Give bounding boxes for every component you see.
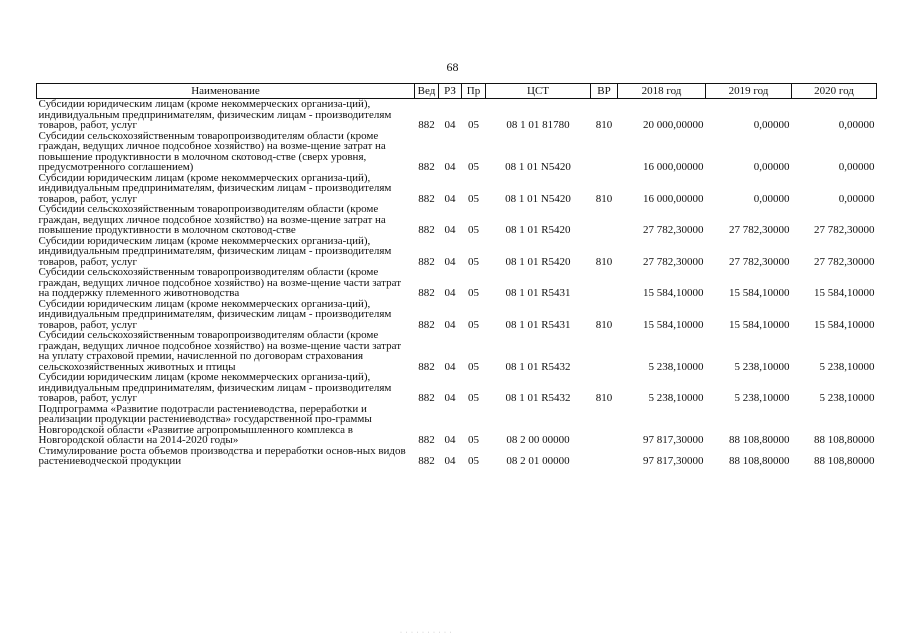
row-2018: 97 817,30000	[643, 434, 704, 446]
row-ved: 882	[418, 224, 435, 236]
row-2019: 27 782,30000	[729, 255, 790, 268]
budget-table	[36, 83, 877, 467]
row-name: Субсидии сельскохозяйственным товаропроизводителям области (кроме граждан, ведущих личное подсобное хозяйство) на возме-щение части затрат на уплату страховой премии, начисленной по договорам страхования сельскохозяйственных животных и птицы	[38, 329, 402, 373]
row-pr: 05	[468, 161, 479, 173]
row-rz: 04	[444, 392, 456, 404]
row-name: Подпрограмма «Развитие подотрасли растениеводства, переработки и реализации продукции растениеводства» государственной про-граммы Новгородской области «Развитие агропромышленного комплекса в Новгородской области на 2014-2020 годы»	[38, 402, 372, 446]
table-row	[37, 446, 877, 467]
row-2018: 5 238,10000	[648, 360, 704, 373]
row-rz: 04	[444, 255, 456, 268]
row-name: Субсидии юридическим лицам (кроме некоммерческих организа-ций), индивидуальным предпринимателям, физическим лицам - производителям товаров, работ, услуг	[38, 371, 392, 404]
row-vr	[591, 446, 618, 467]
table-row	[37, 372, 877, 404]
header-vr: ВР	[591, 84, 618, 99]
row-cst: 08 1 01 R5420	[505, 255, 571, 268]
row-cst: 08 1 01 R5431	[505, 287, 571, 299]
header-2020: 2020 год	[792, 84, 877, 99]
page-number: 68	[446, 60, 459, 74]
row-name: Субсидии юридическим лицам (кроме некоммерческих организа-ций), индивидуальным предпринимателям, физическим лицам - производителям товаров, работ, услуг	[38, 98, 392, 131]
row-ved: 882	[418, 318, 435, 331]
row-vr	[591, 131, 618, 173]
row-rz: 04	[444, 192, 456, 205]
row-ved: 882	[418, 192, 435, 205]
row-pr: 05	[468, 392, 479, 404]
row-2020: 0,00000	[838, 119, 875, 131]
row-2019: 15 584,10000	[729, 318, 790, 331]
row-vr: 810	[595, 119, 613, 131]
row-2018: 5 238,10000	[648, 392, 704, 404]
row-2019: 88 108,80000	[729, 455, 790, 467]
row-2018: 27 782,30000	[643, 224, 704, 236]
row-name: Субсидии сельскохозяйственным товаропроизводителям области (кроме граждан, ведущих личное подсобное хозяйство) на возме-щение затрат на повышение продуктивности в молочном скотовод-стве (сверх уровня, предусмотренного соглашением)	[38, 129, 386, 173]
row-rz: 04	[444, 119, 456, 131]
row-rz: 04	[444, 287, 456, 299]
row-cst: 08 2 00 00000	[506, 434, 570, 446]
table-row	[37, 267, 877, 299]
table-row	[37, 404, 877, 446]
row-rz: 04	[444, 455, 456, 467]
row-2020: 15 584,10000	[814, 287, 875, 299]
table-row	[37, 99, 877, 131]
table-header-row	[37, 84, 877, 99]
row-2019: 0,00000	[753, 161, 790, 173]
row-vr	[591, 404, 618, 446]
table-row	[37, 173, 877, 205]
row-vr: 810	[595, 318, 613, 331]
table-row	[37, 330, 877, 372]
table-row	[37, 204, 877, 236]
row-cst: 08 1 01 R5431	[505, 318, 571, 331]
table-body	[37, 99, 877, 467]
header-pr: Пр	[462, 84, 486, 99]
row-2020: 0,00000	[838, 192, 875, 205]
row-rz: 04	[444, 318, 456, 331]
row-2020: 5 238,10000	[819, 392, 875, 404]
row-name: Субсидии юридическим лицам (кроме некоммерческих организа-ций), индивидуальным предпринимателям, физическим лицам - производителям товаров, работ, услуг	[38, 234, 392, 268]
row-pr: 05	[468, 434, 479, 446]
row-rz: 04	[444, 434, 456, 446]
row-2019: 0,00000	[753, 119, 790, 131]
row-vr: 810	[595, 392, 613, 404]
header-2019: 2019 год	[706, 84, 792, 99]
row-2019: 0,00000	[753, 192, 790, 205]
row-name: Субсидии сельскохозяйственным товаропроизводителям области (кроме граждан, ведущих личное подсобное хозяйство) на возме-щение части затрат на поддержку племенного животноводства	[38, 266, 402, 299]
row-ved: 882	[418, 392, 435, 404]
row-ved: 882	[418, 119, 435, 131]
row-vr: 810	[595, 192, 613, 205]
row-vr	[591, 204, 618, 236]
row-pr: 05	[468, 255, 479, 268]
row-2020: 88 108,80000	[814, 434, 875, 446]
row-cst: 08 1 01 81780	[506, 119, 570, 131]
row-cst: 08 2 01 00000	[506, 455, 570, 467]
row-name: Субсидии юридическим лицам (кроме некоммерческих организа-ций), индивидуальным предпринимателям, физическим лицам - производителям товаров, работ, услуг	[38, 297, 392, 331]
row-pr: 05	[468, 224, 479, 236]
row-2019: 5 238,10000	[734, 392, 790, 404]
row-cst: 08 1 01 R5432	[505, 360, 571, 373]
row-pr: 05	[468, 192, 479, 205]
row-pr: 05	[468, 318, 479, 331]
row-2018: 27 782,30000	[643, 255, 704, 268]
row-cst: 08 1 01 N5420	[505, 161, 571, 173]
row-vr	[591, 267, 618, 299]
row-ved: 882	[418, 255, 435, 268]
row-2018: 20 000,00000	[643, 119, 704, 131]
row-name: Субсидии сельскохозяйственным товаропроизводителям области (кроме граждан, ведущих личное подсобное хозяйство) на возме-щение затрат на повышение продуктивности в молочном скотовод-стве	[38, 203, 386, 236]
row-cst: 08 1 01 R5432	[505, 392, 571, 404]
row-ved: 882	[418, 360, 435, 373]
row-ved: 882	[418, 434, 435, 446]
header-ved: Вед	[415, 84, 439, 99]
row-2020: 27 782,30000	[814, 255, 875, 268]
row-2020: 0,00000	[838, 161, 875, 173]
header-2018: 2018 год	[618, 84, 706, 99]
row-2019: 15 584,10000	[729, 287, 790, 299]
row-2019: 27 782,30000	[729, 224, 790, 236]
header-rz: РЗ	[439, 84, 462, 99]
row-2020: 27 782,30000	[814, 224, 875, 236]
row-ved: 882	[418, 287, 435, 299]
scan-artifact: · · · · · · · · · ·	[400, 630, 453, 636]
row-2019: 5 238,10000	[734, 360, 790, 373]
row-rz: 04	[444, 360, 456, 373]
table-row	[37, 236, 877, 268]
row-rz: 04	[444, 161, 456, 173]
table-row	[37, 131, 877, 173]
table-row	[37, 299, 877, 331]
row-2020: 88 108,80000	[814, 455, 875, 467]
row-cst: 08 1 01 N5420	[505, 192, 571, 205]
row-2018: 97 817,30000	[643, 455, 704, 467]
row-pr: 05	[468, 119, 479, 131]
header-cst: ЦСТ	[486, 84, 591, 99]
row-pr: 05	[468, 287, 479, 299]
row-pr: 05	[468, 360, 479, 373]
row-pr: 05	[468, 455, 479, 467]
row-cst: 08 1 01 R5420	[505, 224, 571, 236]
row-2018: 15 584,10000	[643, 318, 704, 331]
row-rz: 04	[444, 224, 456, 236]
row-2018: 15 584,10000	[643, 287, 704, 299]
row-2019: 88 108,80000	[729, 434, 790, 446]
header-name: Наименование	[37, 84, 415, 99]
row-ved: 882	[418, 455, 435, 467]
row-2020: 5 238,10000	[819, 360, 875, 373]
row-name: Субсидии юридическим лицам (кроме некоммерческих организа-ций), индивидуальным предпринимателям, физическим лицам - производителям товаров, работ, услуг	[38, 171, 392, 205]
row-2018: 16 000,00000	[643, 192, 704, 205]
row-ved: 882	[418, 161, 435, 173]
row-vr: 810	[595, 255, 613, 268]
row-vr	[591, 330, 618, 372]
row-name: Стимулирование роста объемов производства и переработки основ-ных видов растениеводческой продукции	[38, 444, 406, 467]
row-2018: 16 000,00000	[643, 161, 704, 173]
row-2020: 15 584,10000	[814, 318, 875, 331]
